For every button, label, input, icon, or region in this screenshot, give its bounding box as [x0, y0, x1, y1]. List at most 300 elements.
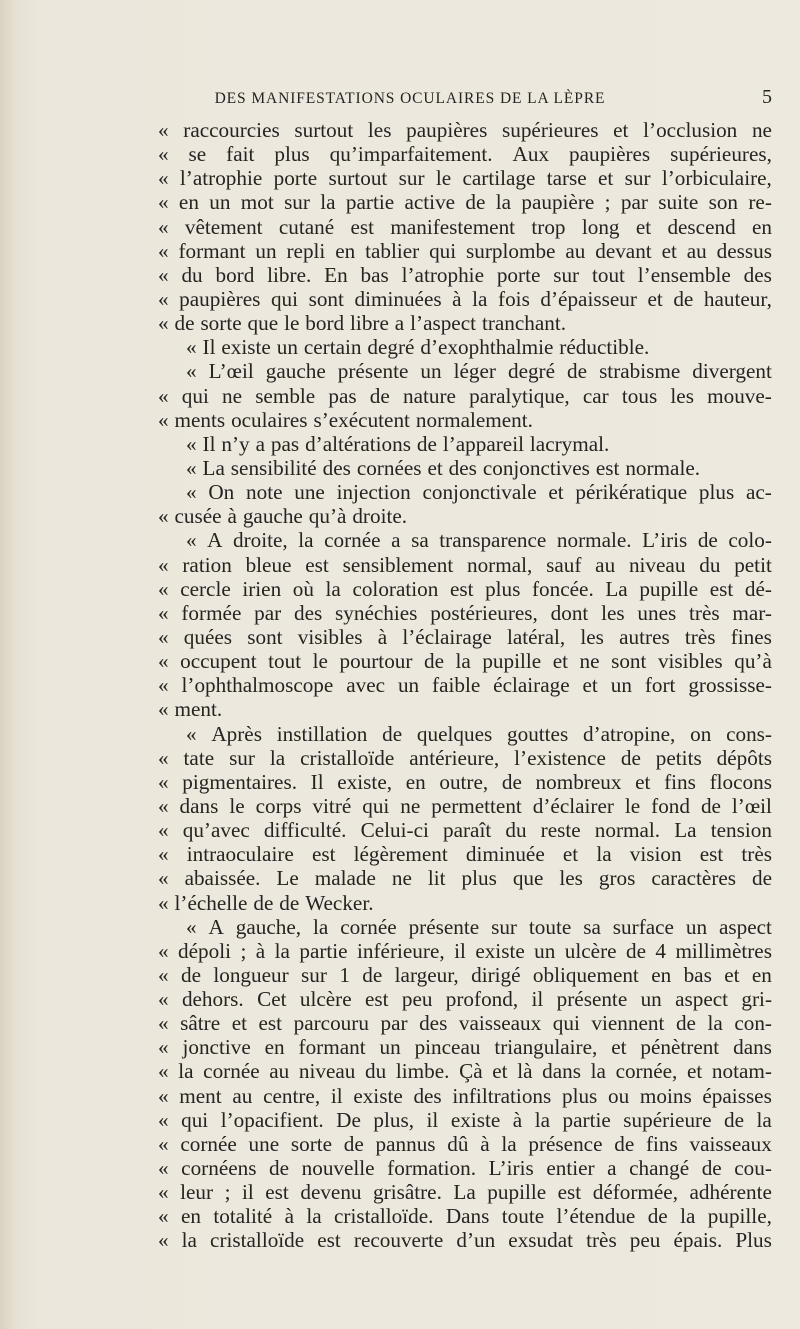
word: sont	[308, 286, 344, 311]
word: A	[208, 914, 224, 939]
word: fins	[645, 1131, 678, 1156]
word: «	[158, 1204, 169, 1229]
word: normal,	[466, 552, 533, 577]
word: entier	[546, 1156, 595, 1181]
word: les	[601, 600, 625, 625]
word: et	[647, 286, 663, 311]
word: porte	[496, 262, 541, 287]
word: «	[186, 528, 197, 553]
word: On	[208, 480, 235, 505]
word: cornées	[356, 455, 422, 480]
word: sensibilité	[230, 455, 317, 480]
word: «	[158, 1228, 169, 1253]
word: l’orbiculaire,	[661, 166, 772, 191]
word: est	[699, 842, 724, 867]
word: «	[158, 987, 169, 1012]
word: pupille	[639, 576, 699, 601]
word: qu’à	[308, 504, 347, 529]
word: changé	[629, 1156, 690, 1181]
word: formant	[178, 238, 246, 263]
word: surface	[612, 914, 674, 939]
word: peu	[401, 987, 433, 1012]
word: qu’à	[734, 649, 772, 674]
word: pannus	[375, 1131, 436, 1156]
word: de	[700, 793, 721, 818]
word: manifestement	[390, 214, 516, 239]
word: du	[699, 552, 721, 577]
word: ;	[604, 190, 611, 215]
word: de	[501, 769, 522, 794]
word: il	[330, 1083, 343, 1108]
word: nouvelle	[301, 1156, 375, 1181]
word: «	[158, 504, 169, 529]
word: sorte	[290, 1131, 333, 1156]
word: vision	[629, 842, 682, 867]
word: existe	[353, 1083, 403, 1108]
word: avec	[346, 673, 386, 698]
word: suite	[658, 190, 699, 215]
word: Celui-ci	[360, 818, 429, 843]
word: au	[232, 1083, 253, 1108]
word: injection	[336, 480, 411, 505]
word: porte	[273, 166, 318, 191]
text-line	[158, 239, 772, 263]
word: qui	[181, 383, 209, 408]
word: surplombe	[466, 238, 556, 263]
word: qu’imparfaitement.	[329, 142, 493, 167]
word: 1	[339, 962, 350, 987]
word: adhérente	[689, 1180, 772, 1205]
word: cusée	[174, 504, 222, 529]
text-line	[158, 1228, 772, 1252]
word: infiltrations	[452, 1083, 552, 1108]
word: un	[640, 987, 662, 1012]
text-line	[158, 311, 772, 335]
word: outre,	[439, 769, 489, 794]
word: la	[312, 914, 329, 939]
text-line	[158, 1156, 772, 1180]
word: devant	[595, 238, 652, 263]
word: des	[743, 262, 772, 287]
text-line	[158, 528, 772, 552]
word: pas	[328, 383, 357, 408]
word: ne	[400, 793, 421, 818]
word: mar-	[732, 600, 772, 625]
word: des	[322, 455, 351, 480]
word: d’épaisseur	[540, 286, 637, 311]
word: de	[614, 1131, 635, 1156]
word: active	[404, 190, 456, 215]
word: un	[534, 938, 556, 963]
word: quelques	[416, 721, 493, 746]
word: sa	[411, 528, 429, 553]
word: transparence	[439, 528, 547, 553]
word: plus	[461, 866, 497, 891]
word: tablier	[365, 238, 420, 263]
text-line	[158, 891, 772, 915]
word: parcouru	[293, 1011, 369, 1036]
word: le	[624, 793, 641, 818]
word: l’atrophie	[179, 166, 263, 191]
word: très	[586, 1228, 617, 1253]
word: conjonctivale	[422, 480, 537, 505]
word: peu	[629, 1228, 661, 1253]
word: ment.	[174, 697, 223, 722]
word: d’exophthalmie	[420, 335, 554, 360]
word: de	[647, 1204, 668, 1229]
word: qui	[362, 793, 390, 818]
word: tous	[621, 383, 658, 408]
word: sur	[553, 262, 580, 287]
word: la	[306, 1204, 322, 1229]
word: la	[590, 1059, 606, 1084]
word: «	[158, 190, 169, 215]
word: La	[202, 455, 225, 480]
word: et	[613, 118, 629, 142]
word: n’y	[221, 431, 250, 456]
word: de	[724, 1107, 745, 1132]
word: existe	[475, 938, 525, 963]
word: d’altérations	[305, 431, 411, 456]
word: et	[635, 214, 652, 239]
word: à	[512, 1107, 523, 1132]
word: niveau	[628, 552, 686, 577]
word: dessus	[716, 238, 772, 263]
text-line	[158, 577, 772, 601]
word: note	[246, 480, 283, 505]
word: cornée	[324, 528, 381, 553]
text-line	[158, 287, 772, 311]
word: un	[255, 238, 277, 263]
word: lacrymal.	[529, 431, 610, 456]
word: à	[227, 504, 237, 529]
text-line	[158, 142, 772, 166]
word: postérieures,	[430, 600, 538, 625]
word: l’ensemble	[637, 262, 731, 287]
word: bord	[215, 262, 255, 287]
text-line	[158, 1180, 772, 1204]
word: sâtre	[180, 1011, 221, 1036]
word: «	[158, 238, 169, 263]
word: de	[675, 1011, 696, 1036]
text-line	[158, 263, 772, 287]
word: est	[305, 552, 329, 577]
word: bas	[683, 962, 712, 987]
word: grossisse-	[688, 673, 772, 698]
word: à	[480, 1131, 490, 1156]
word: cou-	[734, 1156, 772, 1181]
word: abaissée.	[184, 866, 261, 891]
word: de	[697, 528, 718, 553]
word: est	[595, 455, 620, 480]
word: pupille,	[707, 1204, 772, 1229]
word: tout	[268, 649, 302, 674]
word: pénètrent	[640, 1035, 720, 1060]
word: droite,	[233, 528, 288, 553]
word: très	[741, 842, 772, 867]
word: où	[292, 576, 314, 601]
word: occupent	[180, 649, 257, 674]
word: réductible.	[559, 335, 650, 360]
word: cornée	[340, 914, 397, 939]
word: «	[158, 383, 169, 408]
word: et	[582, 673, 598, 698]
text-line	[158, 963, 772, 987]
word: cons-	[726, 721, 772, 746]
word: des	[413, 1083, 442, 1108]
word: divergent	[692, 359, 772, 384]
word: des	[419, 1011, 448, 1036]
word: «	[158, 673, 169, 698]
word: «	[158, 1083, 169, 1108]
word: partie	[299, 938, 348, 963]
word: présente	[556, 987, 628, 1012]
word: paupières	[569, 142, 651, 167]
word: «	[158, 745, 169, 770]
word: de	[253, 890, 274, 915]
word: un	[420, 359, 442, 384]
word: d’éclairer	[532, 793, 614, 818]
word: il	[241, 1180, 254, 1205]
text-line	[158, 1204, 772, 1228]
word: il	[454, 938, 466, 963]
word: et	[492, 1059, 508, 1084]
word: «	[186, 480, 197, 505]
word: ments	[174, 407, 226, 432]
word: de	[382, 721, 403, 746]
word: formation.	[387, 1156, 477, 1181]
word: ac-	[746, 480, 772, 505]
word: «	[158, 624, 169, 649]
word: vaisseaux	[458, 1011, 542, 1036]
word: présente	[337, 359, 409, 384]
word: «	[158, 1180, 169, 1205]
word: au	[686, 238, 707, 263]
word: dé-	[744, 576, 772, 601]
word: plus	[698, 480, 735, 505]
word: un	[379, 1035, 401, 1060]
word: «	[158, 600, 169, 625]
word: bleue	[245, 552, 292, 577]
text-line	[158, 359, 772, 383]
text-line	[158, 866, 772, 890]
word: déformée,	[592, 1180, 679, 1205]
word: existe	[221, 335, 271, 360]
word: pigmentaires.	[182, 769, 297, 794]
word: existe,	[337, 769, 393, 794]
word: mouve-	[707, 383, 772, 408]
word: «	[158, 793, 169, 818]
word: en	[405, 769, 426, 794]
word: semble	[255, 383, 316, 408]
word: du	[365, 1059, 387, 1084]
text-line	[158, 1011, 772, 1035]
word: présente	[408, 914, 480, 939]
word: diminuées	[354, 286, 442, 311]
text-line	[158, 987, 772, 1011]
word: normale.	[556, 528, 632, 553]
word: le	[284, 311, 300, 336]
word: gri-	[741, 987, 772, 1012]
word: corps	[255, 793, 302, 818]
word: que	[512, 866, 544, 891]
word: sensiblement	[342, 552, 454, 577]
word: qui	[181, 1107, 209, 1132]
word: de	[701, 1156, 722, 1181]
text-line	[158, 456, 772, 480]
word: diminuée	[465, 842, 545, 867]
word: «	[158, 407, 169, 432]
word: foncée.	[532, 576, 594, 601]
word: grisâtre.	[373, 1180, 442, 1205]
word: cornée,	[615, 1059, 678, 1084]
word: totalité	[213, 1204, 273, 1229]
word: la	[501, 1131, 517, 1156]
word: sur	[301, 962, 327, 987]
running-head: DES MANIFESTATIONS OCULAIRES DE LA LÈPRE	[214, 90, 606, 107]
word: qui	[429, 238, 457, 263]
text-line	[158, 1059, 772, 1083]
word: A	[207, 528, 223, 553]
word: d’un	[456, 1228, 496, 1253]
word: de	[752, 866, 772, 891]
word: vitré	[312, 793, 352, 818]
word: «	[158, 1131, 169, 1156]
word: tate	[183, 745, 215, 770]
word: degré	[367, 335, 415, 360]
word: la	[495, 190, 512, 215]
word: bord	[305, 311, 345, 336]
word: fines	[730, 624, 772, 649]
text-line	[158, 625, 772, 649]
word: plus	[561, 1083, 598, 1108]
word: de	[180, 962, 201, 987]
word: qui	[270, 286, 299, 311]
word: «	[158, 697, 169, 722]
text-line	[158, 190, 772, 214]
word: supérieures	[502, 118, 599, 142]
word: ou	[608, 1083, 630, 1108]
word: gros	[598, 866, 636, 891]
word: niveau	[298, 1059, 356, 1084]
word: pupille	[482, 649, 542, 674]
word: «	[158, 938, 169, 963]
word: Cet	[257, 987, 287, 1012]
word: en	[180, 1204, 201, 1229]
text-line	[158, 215, 772, 239]
word: en	[178, 190, 199, 215]
word: de	[423, 649, 444, 674]
word: ne	[579, 649, 600, 674]
word: triangulaire,	[494, 1035, 598, 1060]
word: ;	[240, 938, 247, 963]
word: Dans	[445, 1204, 490, 1229]
word: «	[158, 118, 169, 142]
word: gouttes	[507, 721, 569, 746]
word: la	[325, 576, 341, 601]
word: gauche	[265, 359, 326, 384]
word: et	[562, 842, 579, 867]
word: longueur	[213, 962, 289, 987]
word: trop	[531, 214, 566, 239]
word: largeur,	[394, 962, 459, 987]
word: visibles	[657, 649, 723, 674]
word: reste	[540, 818, 581, 843]
word: et	[552, 649, 569, 674]
word: très	[689, 600, 720, 625]
word: exsudat	[508, 1228, 574, 1253]
word: gauche,	[235, 914, 302, 939]
word: l’éclairage	[402, 624, 492, 649]
word: tarse	[546, 166, 587, 191]
word: dans	[179, 793, 219, 818]
word: paraît	[442, 818, 492, 843]
word: il	[426, 1107, 439, 1132]
text-line	[158, 746, 772, 770]
text-line	[158, 915, 772, 939]
word: vaisseaux	[689, 1131, 772, 1156]
word: d’atropine,	[582, 721, 676, 746]
word: Il	[310, 769, 324, 794]
word: normal.	[594, 818, 661, 843]
word: fait	[226, 142, 255, 167]
word: paupière	[521, 190, 595, 215]
word: plus,	[373, 1107, 415, 1132]
word: la	[596, 842, 612, 867]
word: En	[324, 262, 348, 287]
word: a	[391, 528, 401, 553]
word: strabisme	[599, 359, 681, 384]
word: supérieures,	[670, 142, 772, 167]
word: on	[690, 721, 712, 746]
word: paupières	[406, 118, 488, 142]
word: le	[435, 166, 452, 191]
word: des	[294, 600, 323, 625]
word: «	[186, 359, 197, 384]
word: au	[595, 552, 616, 577]
word: plus	[274, 142, 310, 167]
word: L’iris	[642, 528, 688, 553]
word: de	[362, 962, 383, 987]
word: aspect	[675, 987, 729, 1012]
word: «	[186, 335, 197, 360]
word: limbe.	[395, 1059, 450, 1084]
word: coloration	[352, 576, 439, 601]
word: re-	[748, 190, 772, 215]
word: sont	[247, 624, 283, 649]
word: la	[181, 1228, 197, 1253]
word: visibles	[297, 624, 363, 649]
word: fois	[498, 286, 530, 311]
word: synéchies	[335, 600, 418, 625]
word: de	[279, 890, 300, 915]
word: est	[449, 576, 474, 601]
word: «	[158, 1059, 169, 1084]
text-line	[158, 794, 772, 818]
word: tension	[710, 818, 772, 843]
word: toute	[501, 1204, 545, 1229]
word: l’ophthalmoscope	[181, 673, 334, 698]
word: libre.	[267, 262, 312, 287]
word: droite.	[352, 504, 408, 529]
text-line	[158, 335, 772, 359]
word: cornéens	[181, 1156, 257, 1181]
word: ration	[182, 552, 232, 577]
word: pourtour	[339, 649, 413, 674]
word: en	[752, 214, 772, 239]
text-line	[158, 166, 772, 190]
word: au	[269, 1059, 290, 1084]
